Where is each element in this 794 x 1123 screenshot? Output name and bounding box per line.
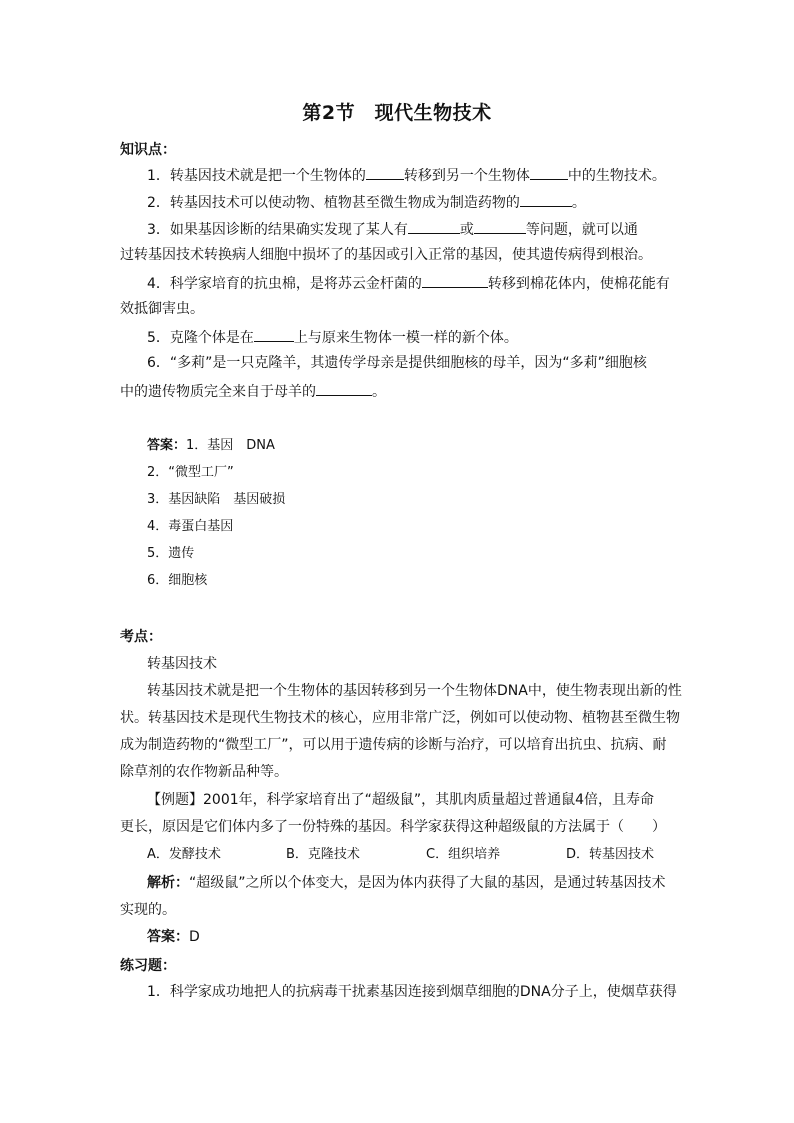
practice-heading: 练习题： xyxy=(120,958,176,974)
answer-3: 3．基因缺陷 基因破损 xyxy=(147,492,286,507)
analysis-line-2: 实现的。 xyxy=(120,902,176,918)
exam-paragraph-line-1: 转基因技术就是把一个生物体的基因转移到另一个生物体DNA中，使生物表现出新的性 xyxy=(147,683,682,699)
page-title: 第2节 现代生物技术 xyxy=(302,102,492,124)
exam-heading: 考点： xyxy=(120,629,162,645)
answer-1: 答案：1．基因 DNA xyxy=(147,438,275,453)
fill-blank xyxy=(254,327,294,342)
example-answer: 答案：D xyxy=(147,929,200,945)
answer-4: 4．毒蛋白基因 xyxy=(147,519,234,534)
fill-blank xyxy=(422,273,488,288)
fill-blank xyxy=(474,219,526,234)
knowledge-item-6-cont: 中的遗传物质完全来自于母羊的 。 xyxy=(120,381,386,401)
knowledge-item-3: 3．如果基因诊断的结果确实发现了某人有 或 等问题，就可以通 xyxy=(147,219,638,239)
example-question-line-1: 【例题】2001年，科学家培育出了“超级鼠”，其肌肉质量超过普通鼠4倍，且寿命 xyxy=(147,792,655,808)
exam-topic: 转基因技术 xyxy=(147,656,217,672)
knowledge-item-1: 1．转基因技术就是把一个生物体的 转移到另一个生物体 中的生物技术。 xyxy=(147,165,666,185)
knowledge-item-3-cont: 过转基因技术转换病人细胞中损坏了的基因或引入正常的基因，使其遗传病得到根治。 xyxy=(120,247,652,263)
fill-blank xyxy=(366,165,404,180)
answer-2: 2．“微型工厂” xyxy=(147,465,234,480)
fill-blank xyxy=(316,381,372,396)
answer-5: 5．遗传 xyxy=(147,546,195,561)
option-d: D．转基因技术 xyxy=(566,847,655,862)
example-question-line-2: 更长，原因是它们体内多了一份特殊的基因。科学家获得这种超级鼠的方法属于（ ） xyxy=(120,819,666,835)
practice-question-1: 1．科学家成功地把人的抗病毒干扰素基因连接到烟草细胞的DNA分子上，使烟草获得 xyxy=(147,984,677,1000)
knowledge-heading: 知识点： xyxy=(120,142,176,158)
option-a: A．发酵技术 xyxy=(147,847,221,862)
fill-blank xyxy=(408,219,460,234)
knowledge-item-4: 4．科学家培育的抗虫棉，是将苏云金杆菌的 转移到棉花体内，使棉花能有 xyxy=(147,273,670,293)
exam-paragraph-line-3: 成为制造药物的“微型工厂”，可以用于遗传病的诊断与治疗，可以培育出抗虫、抗病、耐 xyxy=(120,737,667,753)
answer-6: 6．细胞核 xyxy=(147,573,208,588)
exam-paragraph-line-4: 除草剂的农作物新品种等。 xyxy=(120,764,288,780)
knowledge-item-6: 6．“多莉”是一只克隆羊，其遗传学母亲是提供细胞核的母羊，因为“多莉”细胞核 xyxy=(147,355,647,371)
exam-paragraph-line-2: 状。转基因技术是现代生物技术的核心，应用非常广泛，例如可以使动物、植物甚至微生物 xyxy=(120,710,680,726)
option-b: B．克隆技术 xyxy=(286,847,360,862)
fill-blank xyxy=(520,192,572,207)
knowledge-item-5: 5．克隆个体是在 上与原来生物体一模一样的新个体。 xyxy=(147,327,518,347)
option-c: C．组织培养 xyxy=(426,847,501,862)
analysis-line-1: 解析：“超级鼠”之所以个体变大，是因为体内获得了大鼠的基因，是通过转基因技术 xyxy=(147,875,666,891)
knowledge-item-4-cont: 效抵御害虫。 xyxy=(120,301,204,317)
fill-blank xyxy=(530,165,568,180)
knowledge-item-2: 2．转基因技术可以使动物、植物甚至微生物成为制造药物的 。 xyxy=(147,192,586,212)
